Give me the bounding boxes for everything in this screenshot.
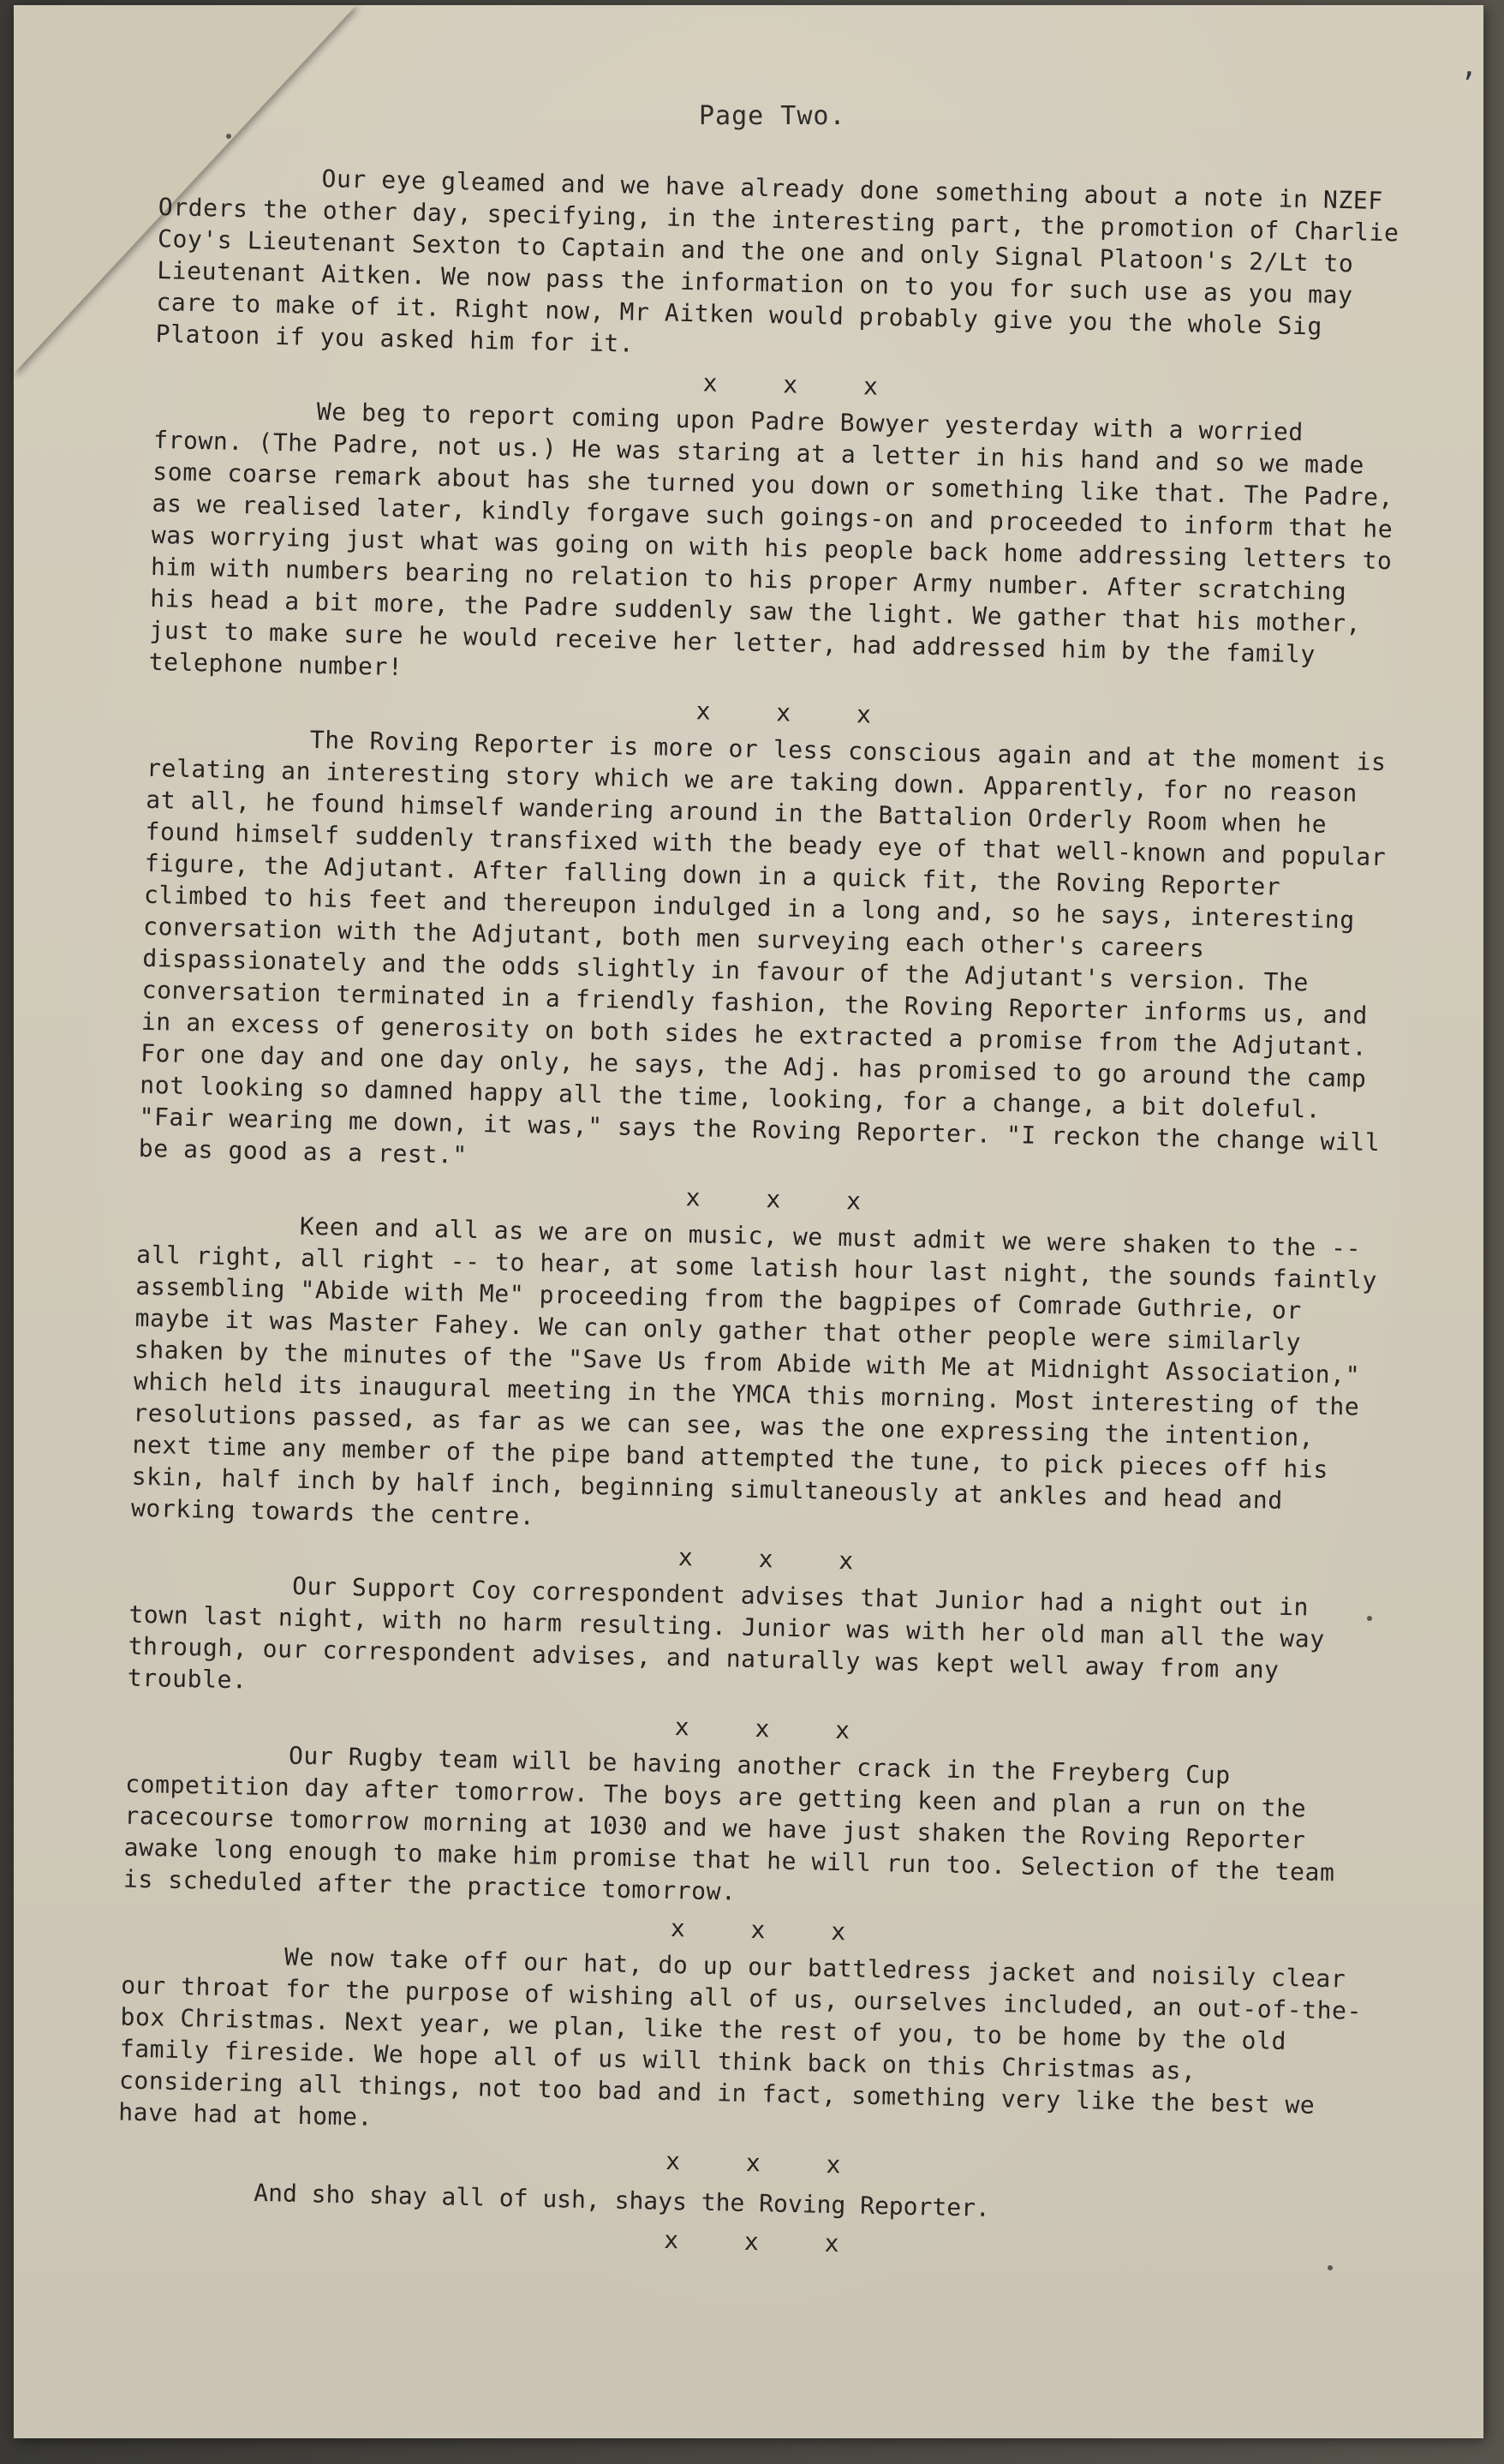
section-separator: x x x [674, 1713, 876, 1745]
section-separator: x x x [677, 1543, 880, 1576]
ink-mark [1328, 2265, 1333, 2270]
section-separator: x x x [685, 1183, 887, 1217]
pencil-mark: ʼ [1459, 67, 1477, 101]
paragraph-promotion: Our eye gleamed and we have already done something about a note in NZEF Orders the other day, specifying, in the interesting part, the promotion of Charlie Coy's Lieutenant Sexton to Captain and the one and only Signal Platoon's 2/Lt to Lieutenant Aitken. We now pass the information on to you for such use as you may care to make of it. Right now, Mr Aitken would probably give you the whole Sig Platoon if you asked him for it. [155, 164, 1400, 358]
section-separator: x x x [670, 1913, 872, 1947]
signoff-line: And sho shay all of ush, shays the Roving Reporter. [253, 2178, 991, 2222]
section-separator: x x x [702, 368, 904, 402]
paragraph-bagpipes: Keen and all as we are on music, we must admit we were shaken to the -- all right, all right -- to hear, at some latish hour last night, the sounds faintly assembling "Abide with Me" proceeding from the bagpipes of Comrade Guthrie, or maybe it was Master Fahey. We can only gather that other people were similarly shaken by the minutes of the "Save Us from Abide with Me at Midnight Association," which held its inaugural meeting in the YMCA this morning. Most interesting of the resolutions passed, as far as we can see, was the one expressing the intention, next time any member of the pipe band attempted the tune, to pick pieces off his skin, half inch by half inch, beginning simultaneously at ankles and head and working towards the centre. [130, 1211, 1378, 1531]
paragraph-christmas: We now take off our hat, do up our battledress jacket and noisily clear our throat for the purpose of wishing all of us, ourselves included, an out-of-the-box Christmas. Next year, we plan, like the rest of you, to be home by the old family fireside. We hope all of us will think back on this Christmas as, considering all things, not too bad and in fact, something very like the best we have had at home. [117, 1942, 1363, 2132]
document-body [116, 159, 1410, 2276]
section-separator: x x x [665, 2146, 867, 2180]
paragraph-support-coy: Our Support Coy correspondent advises that Junior had a night out in town last night, with no harm resulting. Junior was with her old man all the way through, our correspondent advises, and naturally was kept well away from any trouble. [127, 1571, 1326, 1695]
paragraph-roving-reporter: The Roving Reporter is more or less conscious again and at the moment is relating an interesting story which we are taking down. Apparently, for no reason at all, he found himself wandering around in the Battalion Orderly Room when he found himself suddenly transfixed with the beady eye of that well-known and popular figure, the Adjutant. After falling down in a quick fit, the Roving Reporter climbed to his feet and thereupon indulged in a long and, so he says, interesting conversation with the Adjutant, both men surveying each other's careers dispassionately and the odds slightly in favour of the Adjutant's version. The conversation terminated in a friendly fashion, the Roving Reporter informs us, and in an excess of generosity on both sides he extracted a promise from the Adjutant. For one day and one day only, he says, the Adj. has promised to go around the camp not looking so damned happy all the time, looking, for a change, a bit doleful. "Fair wearing me down, it was," says the Roving Reporter. "I reckon the change will be as good as a rest." [138, 725, 1387, 1169]
ink-mark [226, 134, 231, 139]
section-separator: x x x [695, 697, 898, 730]
paragraph-rugby: Our Rugby team will be having another crack in the Freyberg Cup competition day after tomorrow. The boys are getting keen and plan a run on the racecourse tomorrow morning at 1030 and we have just shaken the Roving Reporter awake long enough to make him promise that he will run too. Selection of the team is scheduled after the practice tomorrow. [122, 1741, 1335, 1906]
section-separator: x x x [663, 2225, 865, 2258]
paragraph-padre: We beg to report coming upon Padre Bowyer yesterday with a worried frown. (The Padre, not us.) He was staring at a letter in his hand and so we made some coarse remark about has she turned you down or something like that. The Padre, as we realised later, kindly forgave such goings-on and proceeded to inform that he was worrying just what was going on with his people back home addressing letters to him with numbers bearing no relation to his proper Army number. After scratching his head a bit more, the Padre suddenly saw the light. We gather that his mother, just to make sure he would receive her letter, had addressed him by the family telephone number! [148, 397, 1394, 682]
page-number-header: Page Two. [699, 101, 846, 131]
typed-page [14, 5, 1483, 2438]
ink-mark [1367, 1616, 1372, 1621]
